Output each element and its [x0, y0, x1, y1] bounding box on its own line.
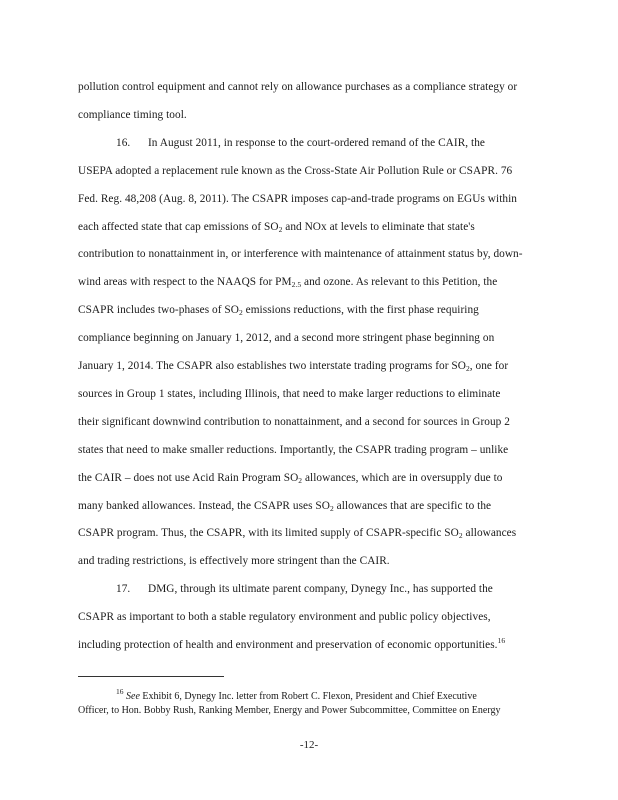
text-line	[78, 443, 508, 457]
text-segment: emissions reductions, with the first phase requiring	[242, 304, 479, 316]
text-line	[78, 164, 512, 178]
subscript: 2	[458, 531, 463, 540]
paragraph-first-line	[116, 582, 493, 596]
text-line	[78, 610, 491, 624]
text-line	[78, 526, 516, 540]
text-segment: and ozone. As relevant to this Petition, the	[301, 276, 498, 288]
text-segment: January 1, 2014. The CSAPR also establishes two interstate trading programs for SO	[78, 360, 466, 372]
subscript: 2	[238, 308, 243, 317]
text-segment: states that need to make smaller reductions. Importantly, the CSAPR trading program – unlike	[78, 444, 509, 456]
text-segment: DMG, through its ultimate parent company, Dynegy Inc., has supported the	[148, 583, 493, 595]
text-segment: including protection of health and environment and preservation of economic opportunities.	[78, 639, 498, 651]
footnote-reference: 16	[497, 636, 506, 645]
text-segment: the CAIR – does not use Acid Rain Program SO	[78, 472, 299, 484]
text-line	[78, 415, 510, 429]
footnote-line-1	[116, 687, 477, 703]
text-line	[78, 303, 479, 317]
text-line	[78, 220, 475, 234]
text-segment: their significant downwind contribution to nonattainment, and a second for sources in Group 2	[78, 416, 510, 428]
footnote-see-signal: See	[126, 691, 140, 702]
text-segment: Fed. Reg. 48,208 (Aug. 8, 2011). The CSAPR imposes cap-and-trade programs on EGUs within	[78, 193, 517, 205]
subscript: 2.5	[291, 280, 302, 289]
text-segment: USEPA adopted a replacement rule known as the Cross-State Air Pollution Rule or CSAPR. 76	[78, 165, 513, 177]
page-number: -12-	[299, 739, 319, 751]
subscript: 2	[298, 476, 303, 485]
footnote-separator	[78, 676, 224, 677]
subscript: 2	[465, 364, 470, 373]
paragraph-first-line	[116, 136, 485, 150]
text-segment: wind areas with respect to the NAAQS for PM	[78, 276, 292, 288]
text-line	[78, 387, 500, 401]
text-segment: , one for	[469, 360, 509, 372]
text-line	[78, 499, 491, 513]
text-segment: allowances that are specific to the	[333, 500, 492, 512]
text-line	[78, 192, 517, 206]
text-segment: many banked allowances. Instead, the CSAPR uses SO	[78, 500, 330, 512]
subscript: 2	[278, 225, 283, 234]
text-segment: allowances	[462, 527, 517, 539]
text-segment: contribution to nonattainment in, or interference with maintenance of attainment status by, down-	[78, 248, 523, 260]
paragraph-number: 16.	[116, 137, 131, 149]
footnote-line-2: Officer, to Hon. Bobby Rush, Ranking Member, Energy and Power Subcommittee, Committee on Energy	[78, 705, 501, 716]
text-line	[78, 108, 187, 122]
text-line	[78, 359, 508, 373]
text-segment: CSAPR as important to both a stable regulatory environment and public policy objectives,	[78, 611, 491, 623]
text-segment: pollution control equipment and cannot rely on allowance purchases as a compliance strategy or	[78, 81, 518, 93]
text-segment: each affected state that cap emissions of SO	[78, 221, 279, 233]
text-line	[78, 247, 523, 261]
text-segment: In August 2011, in response to the court-ordered remand of the CAIR, the	[148, 137, 485, 149]
text-line	[78, 331, 494, 345]
text-segment: compliance beginning on January 1, 2012, and a second more stringent phase beginning on	[78, 332, 495, 344]
text-segment: allowances, which are in oversupply due to	[302, 472, 503, 484]
footnote-marker: 16	[116, 687, 124, 696]
text-line	[78, 638, 505, 652]
text-segment: and trading restrictions, is effectively more stringent than the CAIR.	[78, 555, 390, 567]
text-segment: CSAPR includes two-phases of SO	[78, 304, 239, 316]
text-line	[78, 275, 497, 289]
text-segment: and NOx at levels to eliminate that state's	[282, 221, 475, 233]
footnote-text-1: Exhibit 6, Dynegy Inc. letter from Robert C. Flexon, President and Chief Executive	[139, 691, 477, 702]
text-line	[78, 554, 390, 568]
paragraph-number: 17.	[116, 583, 131, 595]
text-segment: CSAPR program. Thus, the CSAPR, with its limited supply of CSAPR-specific SO	[78, 527, 459, 539]
text-line	[78, 80, 517, 94]
subscript: 2	[329, 504, 334, 513]
text-segment: sources in Group 1 states, including Illinois, that need to make larger reductions to eliminate	[78, 388, 501, 400]
text-segment: compliance timing tool.	[78, 109, 187, 121]
text-line	[78, 471, 503, 485]
